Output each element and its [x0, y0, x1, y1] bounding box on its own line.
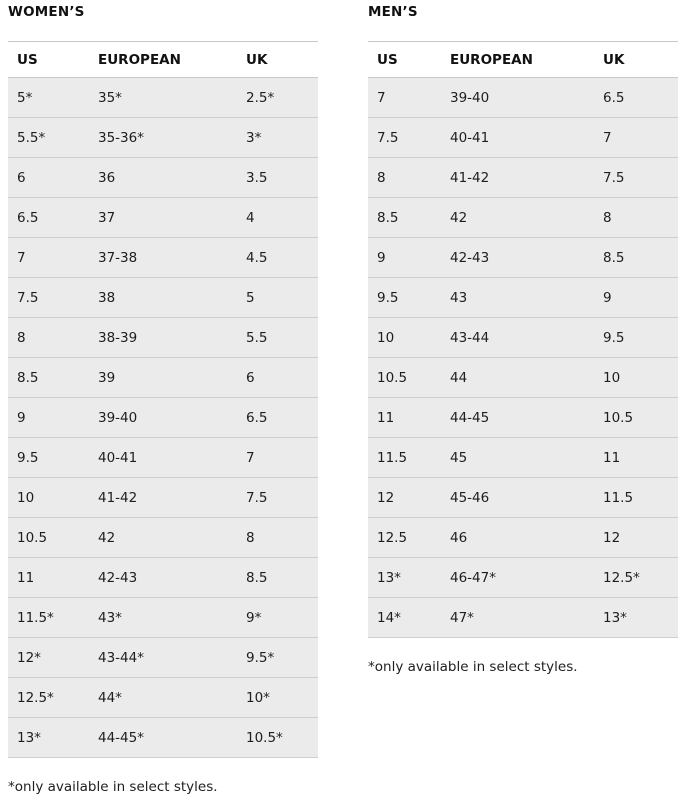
us-size-cell: 9: [8, 398, 89, 438]
us-size-cell: 5*: [8, 78, 89, 118]
european-size-cell: 40-41: [89, 438, 237, 478]
european-size-cell: 38: [89, 278, 237, 318]
european-size-cell: 44-45*: [89, 718, 237, 758]
uk-size-cell: 3.5: [237, 158, 318, 198]
mens-footnote: *only available in select styles.: [368, 659, 578, 675]
us-size-cell: 8.5: [8, 358, 89, 398]
european-size-cell: 46-47*: [441, 558, 594, 598]
uk-size-cell: 9.5: [594, 318, 678, 358]
uk-size-cell: 5.5: [237, 318, 318, 358]
header-european: EUROPEAN: [89, 42, 237, 78]
us-size-cell: 10: [8, 478, 89, 518]
us-size-cell: 13*: [8, 718, 89, 758]
european-size-cell: 46: [441, 518, 594, 558]
header-us: US: [368, 42, 441, 78]
us-size-cell: 6: [8, 158, 89, 198]
us-size-cell: 14*: [368, 598, 441, 638]
uk-size-cell: 6: [237, 358, 318, 398]
us-size-cell: 12.5: [368, 518, 441, 558]
table-row: [8, 198, 318, 238]
uk-size-cell: 10: [594, 358, 678, 398]
european-size-cell: 37-38: [89, 238, 237, 278]
uk-size-cell: 10.5: [594, 398, 678, 438]
table-row: [8, 158, 318, 198]
womens-title: WOMEN’S: [8, 4, 85, 20]
us-size-cell: 7: [368, 78, 441, 118]
table-row: [8, 78, 318, 118]
us-size-cell: 6.5: [8, 198, 89, 238]
table-row: [8, 278, 318, 318]
uk-size-cell: 2.5*: [237, 78, 318, 118]
table-row: [8, 238, 318, 278]
us-size-cell: 10.5: [368, 358, 441, 398]
uk-size-cell: 12.5*: [594, 558, 678, 598]
header-european: EUROPEAN: [441, 42, 594, 78]
us-size-cell: 9.5: [368, 278, 441, 318]
header-uk: UK: [237, 42, 318, 78]
uk-size-cell: 4.5: [237, 238, 318, 278]
uk-size-cell: 10*: [237, 678, 318, 718]
womens-size-table: [8, 41, 318, 758]
us-size-cell: 11.5: [368, 438, 441, 478]
european-size-cell: 37: [89, 198, 237, 238]
us-size-cell: 10: [368, 318, 441, 358]
table-row: [368, 478, 678, 518]
uk-size-cell: 3*: [237, 118, 318, 158]
table-row: [8, 638, 318, 678]
womens-footnote: *only available in select styles.: [8, 779, 218, 795]
us-size-cell: 12.5*: [8, 678, 89, 718]
us-size-cell: 12: [368, 478, 441, 518]
table-row: [8, 598, 318, 638]
table-row: [368, 518, 678, 558]
european-size-cell: 43-44: [441, 318, 594, 358]
table-row: [8, 558, 318, 598]
uk-size-cell: 5: [237, 278, 318, 318]
uk-size-cell: 13*: [594, 598, 678, 638]
european-size-cell: 38-39: [89, 318, 237, 358]
european-size-cell: 35*: [89, 78, 237, 118]
us-size-cell: 11: [368, 398, 441, 438]
uk-size-cell: 12: [594, 518, 678, 558]
us-size-cell: 5.5*: [8, 118, 89, 158]
table-row: [8, 358, 318, 398]
table-row: [368, 78, 678, 118]
uk-size-cell: 6.5: [237, 398, 318, 438]
us-size-cell: 9: [368, 238, 441, 278]
uk-size-cell: 9.5*: [237, 638, 318, 678]
uk-size-cell: 6.5: [594, 78, 678, 118]
mens-size-table: [368, 41, 678, 638]
table-row: [368, 398, 678, 438]
table-row: [8, 318, 318, 358]
european-size-cell: 45-46: [441, 478, 594, 518]
european-size-cell: 42: [89, 518, 237, 558]
table-row: [8, 518, 318, 558]
us-size-cell: 7.5: [8, 278, 89, 318]
european-size-cell: 42-43: [89, 558, 237, 598]
us-size-cell: 8: [8, 318, 89, 358]
european-size-cell: 44-45: [441, 398, 594, 438]
uk-size-cell: 7: [594, 118, 678, 158]
uk-size-cell: 9: [594, 278, 678, 318]
table-row: [368, 358, 678, 398]
table-header-row: [8, 42, 318, 78]
european-size-cell: 41-42: [89, 478, 237, 518]
table-row: [8, 718, 318, 758]
table-row: [368, 118, 678, 158]
uk-size-cell: 7: [237, 438, 318, 478]
european-size-cell: 39: [89, 358, 237, 398]
european-size-cell: 42: [441, 198, 594, 238]
us-size-cell: 10.5: [8, 518, 89, 558]
table-row: [368, 198, 678, 238]
table-row: [368, 318, 678, 358]
us-size-cell: 13*: [368, 558, 441, 598]
european-size-cell: 45: [441, 438, 594, 478]
us-size-cell: 7.5: [368, 118, 441, 158]
table-row: [8, 118, 318, 158]
european-size-cell: 39-40: [441, 78, 594, 118]
table-row: [368, 558, 678, 598]
uk-size-cell: 10.5*: [237, 718, 318, 758]
mens-title: MEN’S: [368, 4, 418, 20]
header-us: US: [8, 42, 89, 78]
european-size-cell: 44: [441, 358, 594, 398]
european-size-cell: 40-41: [441, 118, 594, 158]
european-size-cell: 44*: [89, 678, 237, 718]
european-size-cell: 41-42: [441, 158, 594, 198]
table-row: [368, 158, 678, 198]
european-size-cell: 43-44*: [89, 638, 237, 678]
us-size-cell: 8: [368, 158, 441, 198]
uk-size-cell: 7.5: [237, 478, 318, 518]
us-size-cell: 9.5: [8, 438, 89, 478]
table-row: [368, 438, 678, 478]
european-size-cell: 43*: [89, 598, 237, 638]
european-size-cell: 36: [89, 158, 237, 198]
us-size-cell: 12*: [8, 638, 89, 678]
table-row: [368, 238, 678, 278]
uk-size-cell: 9*: [237, 598, 318, 638]
table-row: [8, 438, 318, 478]
table-row: [368, 598, 678, 638]
european-size-cell: 47*: [441, 598, 594, 638]
us-size-cell: 7: [8, 238, 89, 278]
uk-size-cell: 8.5: [594, 238, 678, 278]
header-uk: UK: [594, 42, 678, 78]
uk-size-cell: 7.5: [594, 158, 678, 198]
table-header-row: [368, 42, 678, 78]
table-row: [368, 278, 678, 318]
european-size-cell: 39-40: [89, 398, 237, 438]
uk-size-cell: 4: [237, 198, 318, 238]
uk-size-cell: 11.5: [594, 478, 678, 518]
table-row: [8, 398, 318, 438]
uk-size-cell: 8: [594, 198, 678, 238]
table-row: [8, 478, 318, 518]
european-size-cell: 43: [441, 278, 594, 318]
us-size-cell: 11: [8, 558, 89, 598]
table-row: [8, 678, 318, 718]
uk-size-cell: 11: [594, 438, 678, 478]
european-size-cell: 42-43: [441, 238, 594, 278]
european-size-cell: 35-36*: [89, 118, 237, 158]
us-size-cell: 8.5: [368, 198, 441, 238]
us-size-cell: 11.5*: [8, 598, 89, 638]
uk-size-cell: 8.5: [237, 558, 318, 598]
uk-size-cell: 8: [237, 518, 318, 558]
